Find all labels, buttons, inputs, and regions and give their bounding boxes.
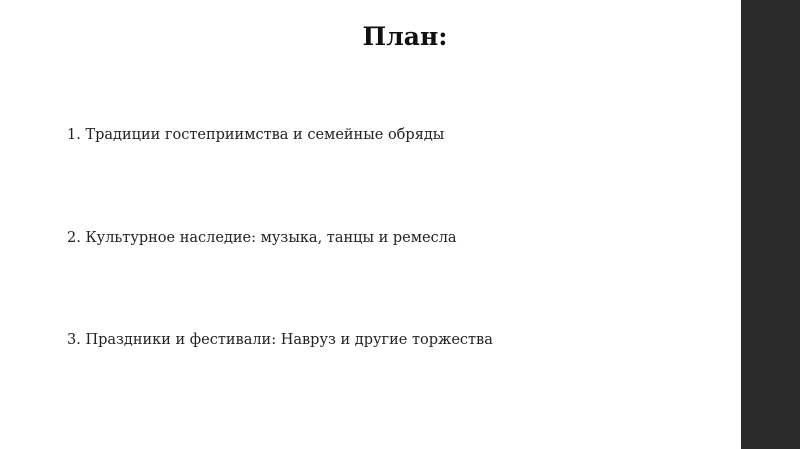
side-panel <box>741 0 800 449</box>
slide-title: План: <box>362 22 448 51</box>
plan-item-1: 1. Традиции гостеприимства и семейные обряды <box>67 127 445 143</box>
plan-item-2: 2. Культурное наследие: музыка, танцы и ремесла <box>67 230 457 246</box>
plan-item-3: 3. Праздники и фестивали: Навруз и другие торжества <box>67 332 493 348</box>
